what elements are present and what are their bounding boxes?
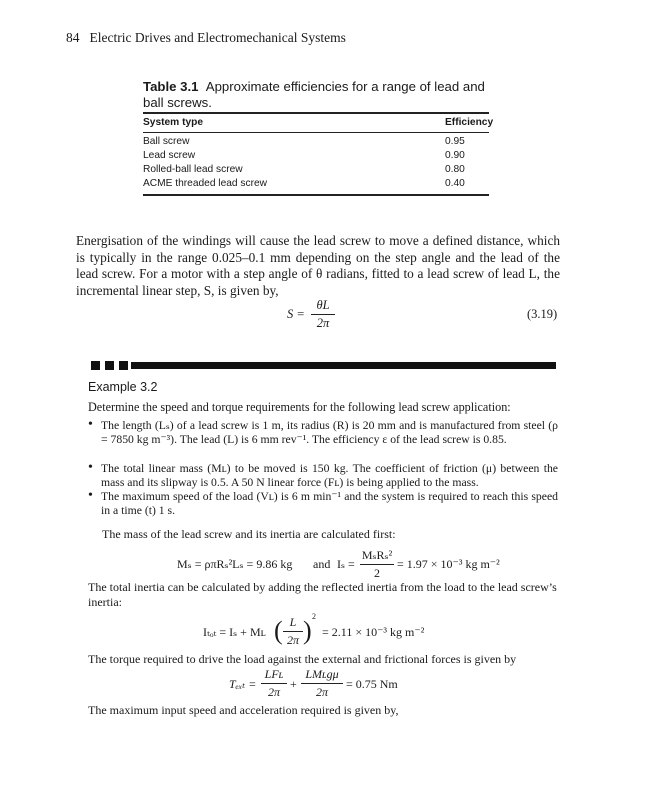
text-line-mass: The mass of the lead screw and its inertia are calculated first: xyxy=(102,527,396,541)
eq-itot-lhs: Iₜₒₜ = Iₛ + Mʟ xyxy=(203,625,266,639)
eq-itot-denominator: 2π xyxy=(286,633,299,647)
text-line-speed: The maximum input speed and acceleration required is given by, xyxy=(88,703,399,717)
eq-319-lhs: S = xyxy=(287,307,305,321)
text-line-torque: The torque required to drive the load against the external and frictional forces is given by xyxy=(88,652,517,666)
eq-is-rhs: = 1.97 × 10⁻³ kg m⁻² xyxy=(397,557,500,571)
table-header-rule xyxy=(143,132,489,133)
fraction-bar xyxy=(301,683,343,684)
table-header-row xyxy=(143,117,494,131)
table-header-system-type: System type xyxy=(143,117,204,128)
eq-is-lhs: Iₛ = xyxy=(337,557,355,571)
bullet-icon: • xyxy=(88,417,93,432)
table-cell: 0.80 xyxy=(445,164,465,175)
eq-itot-power: 2 xyxy=(312,612,316,621)
eq-itot-fraction xyxy=(283,615,303,648)
eq-319-denominator: 2π xyxy=(316,316,330,330)
eq-is-denominator: 2 xyxy=(374,566,380,580)
equation-total-inertia xyxy=(203,614,423,650)
table-cell: Lead screw xyxy=(143,150,196,161)
equation-mass-inertia xyxy=(177,548,500,580)
eq-torque-plus: + xyxy=(290,677,297,691)
eq-and: and xyxy=(313,557,331,571)
table-caption xyxy=(143,79,493,111)
eq-itot-rhs: = 2.11 × 10⁻³ kg m⁻² xyxy=(322,625,425,639)
table-caption-label: Table 3.1 xyxy=(143,79,199,94)
table-cell: 0.95 xyxy=(445,136,465,147)
eq-torque-rhs: = 0.75 Nm xyxy=(346,677,398,691)
list-item-text: The maximum speed of the load (Vʟ) is 6 m min⁻¹ and the system is required to reach this speed in a time (t) 1 s. xyxy=(101,490,558,518)
left-paren: ( xyxy=(274,616,283,645)
fraction-bar xyxy=(360,564,394,565)
eq-torque-fraction-1 xyxy=(261,667,287,700)
table-caption-text: Approximate efficiencies for a range of lead and ball screws. xyxy=(143,79,485,110)
table-row xyxy=(143,164,489,178)
table-bottom-rule xyxy=(143,194,489,196)
table-cell: 0.40 xyxy=(445,178,465,189)
bullet-icon: • xyxy=(88,460,93,475)
eq-text-lhs: Tₑₓₜ = xyxy=(229,677,257,691)
table-cell: Rolled-ball lead screw xyxy=(143,164,243,175)
table-row xyxy=(143,178,489,192)
decor-square xyxy=(105,361,114,370)
eq-torque-num2: LMʟgμ xyxy=(305,667,339,681)
eq-torque-fraction-2 xyxy=(301,667,343,700)
equation-3-19 xyxy=(0,298,648,332)
table-row xyxy=(143,150,489,164)
bullet-icon: • xyxy=(88,488,93,503)
fraction-bar xyxy=(311,314,335,315)
eq-is-fraction xyxy=(360,548,394,581)
table-cell: 0.90 xyxy=(445,150,465,161)
eq-319-numerator: θL xyxy=(316,298,330,312)
eq-torque-den2: 2π xyxy=(315,685,328,699)
text-line-inertia: The total inertia can be calculated by adding the reflected inertia from the load to the lead screw’s inertia: xyxy=(88,580,557,609)
page-number: 84 xyxy=(66,30,80,45)
table-header-efficiency: Efficiency xyxy=(445,117,494,128)
example-header-bar xyxy=(131,362,556,369)
eq-itot-numerator: L xyxy=(289,615,297,629)
decor-square xyxy=(119,361,128,370)
table-cell: Ball screw xyxy=(143,136,190,147)
table-cell: ACME threaded lead screw xyxy=(143,178,268,189)
equation-torque xyxy=(229,667,429,699)
eq-torque-den1: 2π xyxy=(267,685,280,699)
example-intro: Determine the speed and torque requirements for the following lead screw application: xyxy=(88,400,511,414)
eq-torque-num1: LFʟ xyxy=(264,667,284,681)
example-title: Example 3.2 xyxy=(88,380,158,394)
fraction-bar xyxy=(261,683,287,684)
decor-square xyxy=(91,361,100,370)
running-title: Electric Drives and Electromechanical Systems xyxy=(89,30,346,45)
eq-is-numerator: MₛRₛ² xyxy=(361,548,393,562)
right-paren: ) xyxy=(303,616,312,645)
eq-ms: Mₛ = ρπRₛ²Lₛ = 9.86 kg xyxy=(177,557,293,571)
fraction-bar xyxy=(283,631,303,632)
list-item-text: The total linear mass (Mʟ) to be moved is 150 kg. The coefficient of friction (μ) between the mass and its slipway is 0.5. A 50 N linear force (Fʟ) is being applied to the mass. xyxy=(101,462,558,490)
list-item-text: The length (Lₛ) of a lead screw is 1 m, its radius (R) is 20 mm and is manufactured from steel (ρ = 7850 kg m⁻³). The lead (L) is 6 mm rev⁻¹. The efficiency ε of the lead screw is 0.85. xyxy=(101,419,558,447)
table-row xyxy=(143,136,489,150)
body-paragraph: Energisation of the windings will cause the lead screw to move a defined distance, which is typically in the range 0.025–0.1 mm depending on the step angle and the lead of the lead screw. For a motor with a step angle of θ radians, fitted to a lead screw of lead L, the incremental linear step, S, is given by, xyxy=(76,233,560,298)
eq-319-fraction xyxy=(311,298,335,331)
equation-number: (3.19) xyxy=(527,307,558,321)
running-head xyxy=(66,30,346,46)
table-top-rule xyxy=(143,112,489,114)
